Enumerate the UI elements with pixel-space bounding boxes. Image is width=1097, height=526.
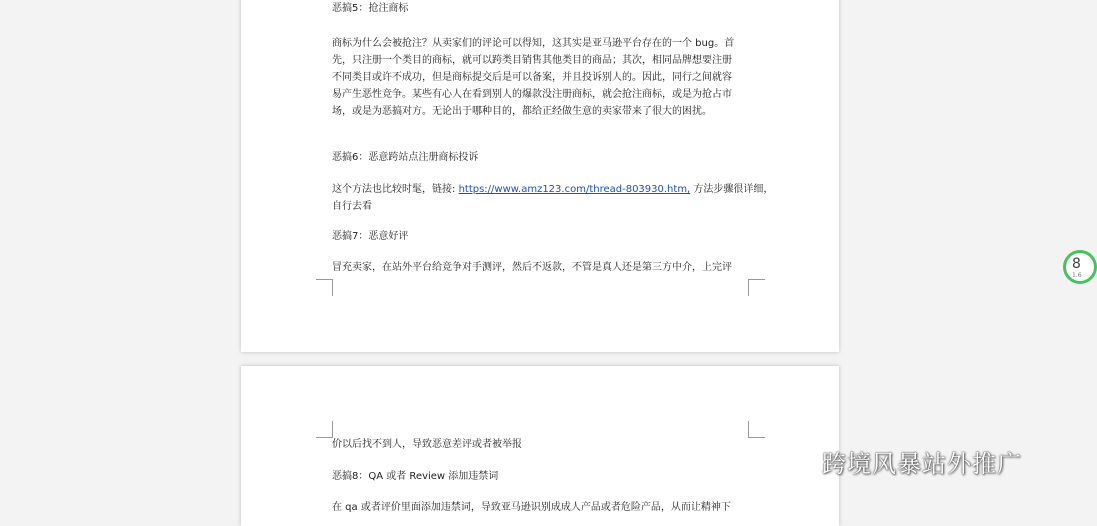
floating-badge[interactable] <box>1063 250 1097 284</box>
paragraph-5-line: 先，只注册一个类目的商标，就可以跨类目销售其他类目的商品；其次，相同品牌想要注册 <box>332 55 732 66</box>
heading-5: 恶搞5：抢注商标 <box>332 3 409 14</box>
paragraph-6-line: 自行去看 <box>332 201 372 212</box>
paragraph-5-line: 场，或是为恶搞对方。无论出于哪种目的，都给正经做生意的卖家带来了很大的困扰。 <box>332 106 712 117</box>
paragraph-5-line: 不同类目或许不成功，但是商标提交后是可以备案，并且投诉别人的。因此，同行之间就容 <box>332 72 732 83</box>
paragraph-7: 冒充卖家，在站外平台给竞争对手测评，然后不返款，不管是真人还是第三方中介，上完评 <box>332 262 732 273</box>
heading-6: 恶搞6：恶意跨站点注册商标投诉 <box>332 152 479 163</box>
wechat-icon <box>782 446 816 476</box>
margin-corner-mark <box>316 421 333 438</box>
paragraph-5 <box>332 35 752 120</box>
paragraph-6-text: 这个方法也比较时髦，链接: <box>332 184 459 195</box>
watermark-text: 跨境风暴站外推广 <box>822 449 1022 478</box>
document-page-2 <box>241 366 839 526</box>
badge-sub: 1.6 <box>1072 272 1082 279</box>
document-page-1 <box>241 0 839 352</box>
heading-7: 恶搞7：恶意好评 <box>332 231 409 242</box>
paragraph-6 <box>332 181 774 215</box>
paragraph-6-text: 方法步骤很详细， <box>690 184 774 195</box>
thread-link[interactable]: https://www.amz123.com/thread-803930.htm, <box>458 184 691 195</box>
watermark <box>782 444 1022 478</box>
heading-8: 恶搞8：QA 或者 Review 添加违禁词 <box>332 471 499 482</box>
paragraph-8: 在 qa 或者评价里面添加违禁词，导致亚马逊识别成成人产品或者危险产品，从而让精神下 <box>332 502 731 513</box>
margin-corner-mark <box>748 279 765 296</box>
page2-line-1: 价以后找不到人，导致恶意差评或者被举报 <box>332 439 522 450</box>
margin-corner-mark <box>316 279 333 296</box>
badge-number: 8 <box>1072 256 1081 272</box>
paragraph-5-line: 易产生恶性竞争。某些有心人在看到别人的爆款没注册商标，就会抢注商标，或是为抢占市 <box>332 89 732 100</box>
paragraph-5-line: 商标为什么会被抢注？从卖家们的评论可以得知，这其实是亚马逊平台存在的一个 bug。首 <box>332 38 735 49</box>
